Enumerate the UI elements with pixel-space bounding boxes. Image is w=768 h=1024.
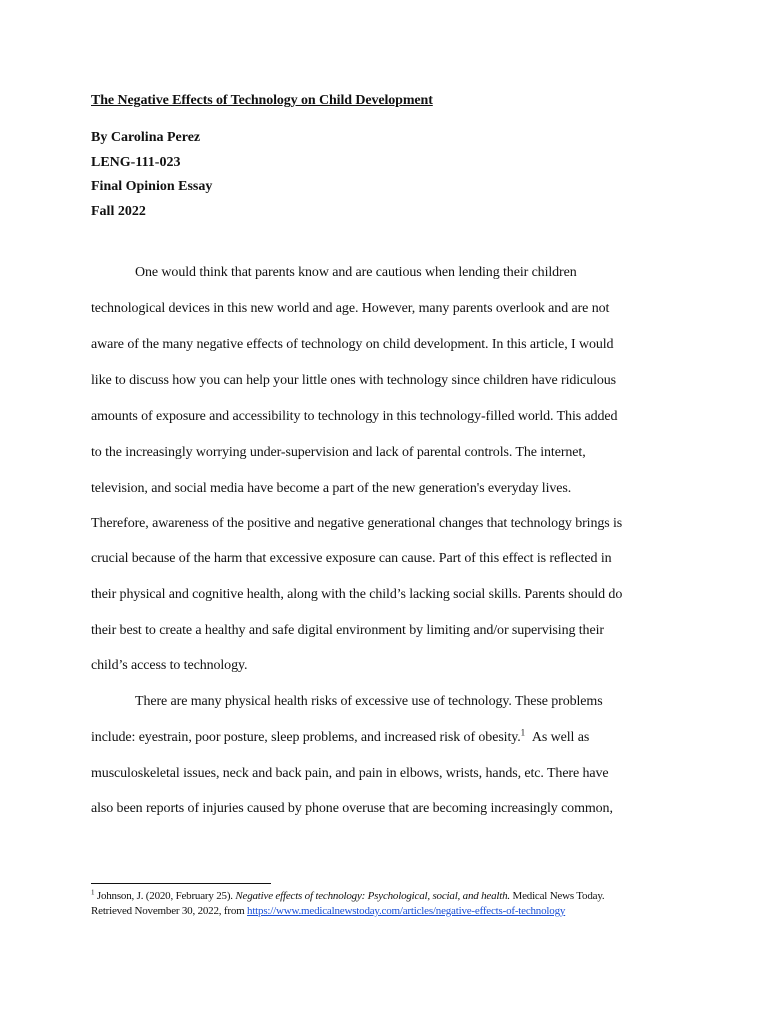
footnote-citation-title: Negative effects of technology: Psychological, social, and health.: [235, 890, 510, 902]
assignment-line: Final Opinion Essay: [91, 179, 213, 194]
body-line: their best to create a healthy and safe digital environment by limiting and/or supervising their: [91, 623, 604, 638]
body-line-with-footnote: [91, 727, 590, 746]
body-line: aware of the many negative effects of technology on child development. In this article, I would: [91, 337, 614, 352]
body-line: child’s access to technology.: [91, 658, 248, 673]
body-line: to the increasingly worrying under-supervision and lack of parental controls. The internet,: [91, 445, 586, 460]
footnote-separator: [91, 883, 271, 884]
body-line: One would think that parents know and are cautious when lending their children: [135, 265, 577, 280]
essay-title: The Negative Effects of Technology on Child Development: [91, 93, 433, 108]
body-line: television, and social media have become a part of the new generation's everyday lives.: [91, 481, 572, 496]
body-line: their physical and cognitive health, along with the child’s lacking social skills. Parents should do: [91, 587, 623, 602]
footnote-line-1: [91, 890, 604, 902]
body-line: technological devices in this new world and age. However, many parents overlook and are not: [91, 301, 610, 316]
footnote-url-link[interactable]: https://www.medicalnewstoday.com/articles/negative-effects-of-technology: [247, 905, 566, 917]
body-line: like to discuss how you can help your little ones with technology since children have ridiculous: [91, 373, 617, 388]
footnote-line-2: [91, 905, 565, 917]
body-line: There are many physical health risks of excessive use of technology. These problems: [135, 694, 603, 709]
body-line: crucial because of the harm that excessive exposure can cause. Part of this effect is reflected in: [91, 551, 612, 566]
body-line: amounts of exposure and accessibility to technology in this technology-filled world. This added: [91, 409, 618, 424]
footnote-mark: 1: [91, 888, 95, 897]
course-line: LENG-111-023: [91, 155, 181, 170]
body-line: musculoskeletal issues, neck and back pain, and pain in elbows, wrists, hands, etc. There have: [91, 766, 609, 781]
body-line: also been reports of injuries caused by phone overuse that are becoming increasingly common,: [91, 801, 613, 816]
author-line: By Carolina Perez: [91, 130, 201, 145]
footnote-citation-source: Medical News Today.: [509, 890, 605, 902]
footnote-reference[interactable]: 1: [520, 727, 526, 738]
body-line-text: include: eyestrain, poor posture, sleep problems, and increased risk of obesity.: [91, 730, 521, 745]
footnote-retrieved: Retrieved November 30, 2022, from: [91, 905, 248, 917]
footnote-citation-start: Johnson, J. (2020, February 25).: [94, 890, 236, 902]
body-line-tail: As well as: [531, 730, 590, 745]
term-line: Fall 2022: [91, 204, 146, 219]
body-line: Therefore, awareness of the positive and negative generational changes that technology brings is: [91, 516, 623, 531]
